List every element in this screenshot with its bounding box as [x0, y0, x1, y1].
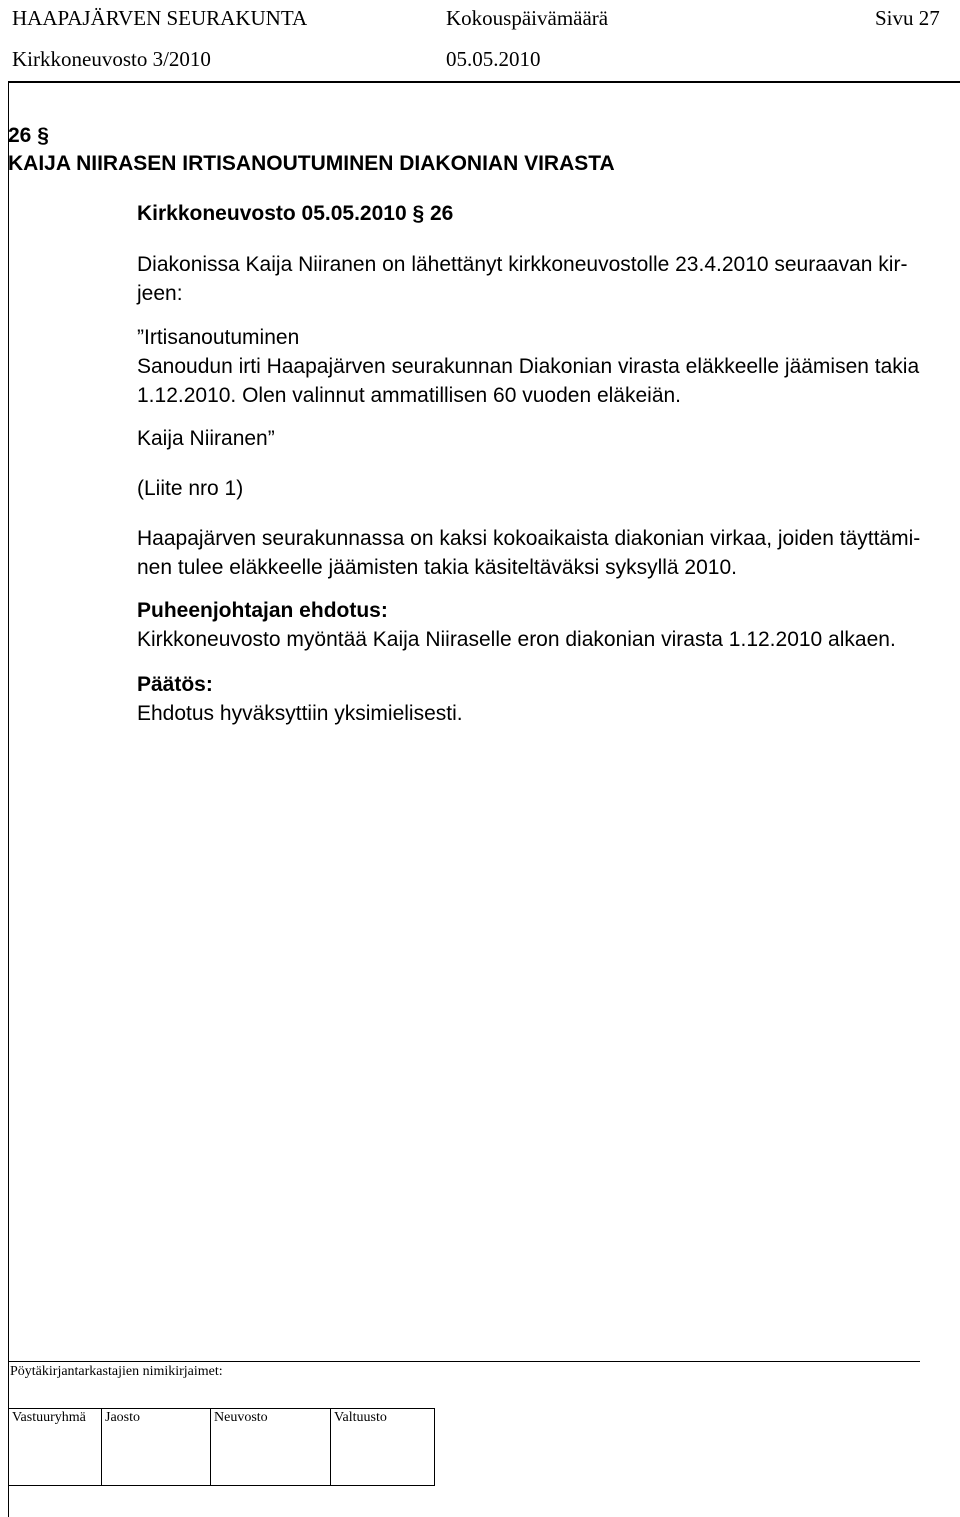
context-line: Haapajärven seurakunnassa on kaksi kokoaikaista diakonian virkaa, joiden täyttämi-: [137, 527, 921, 550]
header-page-label: Sivu: [875, 6, 914, 30]
section-title: KAIJA NIIRASEN IRTISANOUTUMINEN DIAKONIAN VIRASTA: [8, 152, 615, 175]
header-meeting-date: 05.05.2010: [446, 47, 541, 71]
context-line: nen tulee eläkkeelle jäämisten takia käsiteltäväksi syksyllä 2010.: [137, 556, 737, 579]
proposal-text: Kirkkoneuvosto myöntää Kaija Niiraselle eron diakonian virasta 1.12.2010 alkaen.: [137, 628, 896, 651]
signatures-label: Pöytäkirjantarkastajien nimikirjaimet:: [10, 1364, 223, 1379]
left-margin-line: [8, 82, 9, 1517]
letter-line: 1.12.2010. Olen valinnut ammatillisen 60 vuoden eläkeiän.: [137, 384, 682, 407]
decision-label: Päätös:: [137, 673, 213, 696]
context-paragraph: [137, 524, 947, 582]
intro-line: Diakonissa Kaija Niiranen on lähettänyt kirkkoneuvostolle 23.4.2010 seuraavan kir-: [137, 253, 908, 276]
intro-line: jeen:: [137, 282, 183, 305]
letter-signature: Kaija Niiranen”: [137, 427, 275, 450]
initials-cell-vastuuryhma: Vastuuryhmä: [9, 1409, 102, 1486]
letter-line: Sanoudun irti Haapajärven seurakunnan Diakonian virasta eläkkeelle jäämisen takia: [137, 355, 920, 378]
letter-heading: ”Irtisanoutuminen: [137, 326, 300, 349]
header-divider: [8, 81, 960, 83]
proposal-block: [137, 596, 947, 654]
letter-quote: [137, 323, 947, 410]
header-page-number: 27: [918, 6, 940, 30]
header-page: [875, 6, 940, 31]
initials-cell-jaosto: Jaosto: [102, 1409, 211, 1486]
intro-paragraph: [137, 250, 947, 308]
header-meeting: Kirkkoneuvosto 3/2010: [12, 47, 211, 71]
header-org: HAAPAJÄRVEN SEURAKUNTA: [12, 6, 308, 30]
header-date-label: Kokouspäivämäärä: [446, 6, 609, 30]
signature-line: [8, 1361, 920, 1362]
proposal-label: Puheenjohtajan ehdotus:: [137, 599, 388, 622]
decision-text: Ehdotus hyväksyttiin yksimielisesti.: [137, 702, 463, 725]
section-number: 26 §: [8, 124, 49, 147]
initials-table: [8, 1408, 435, 1486]
meeting-reference: Kirkkoneuvosto 05.05.2010 § 26: [137, 202, 454, 225]
initials-cell-neuvosto: Neuvosto: [211, 1409, 331, 1486]
initials-cell-valtuusto: Valtuusto: [331, 1409, 435, 1486]
attachment-reference: (Liite nro 1): [137, 477, 244, 500]
decision-block: [137, 670, 947, 728]
